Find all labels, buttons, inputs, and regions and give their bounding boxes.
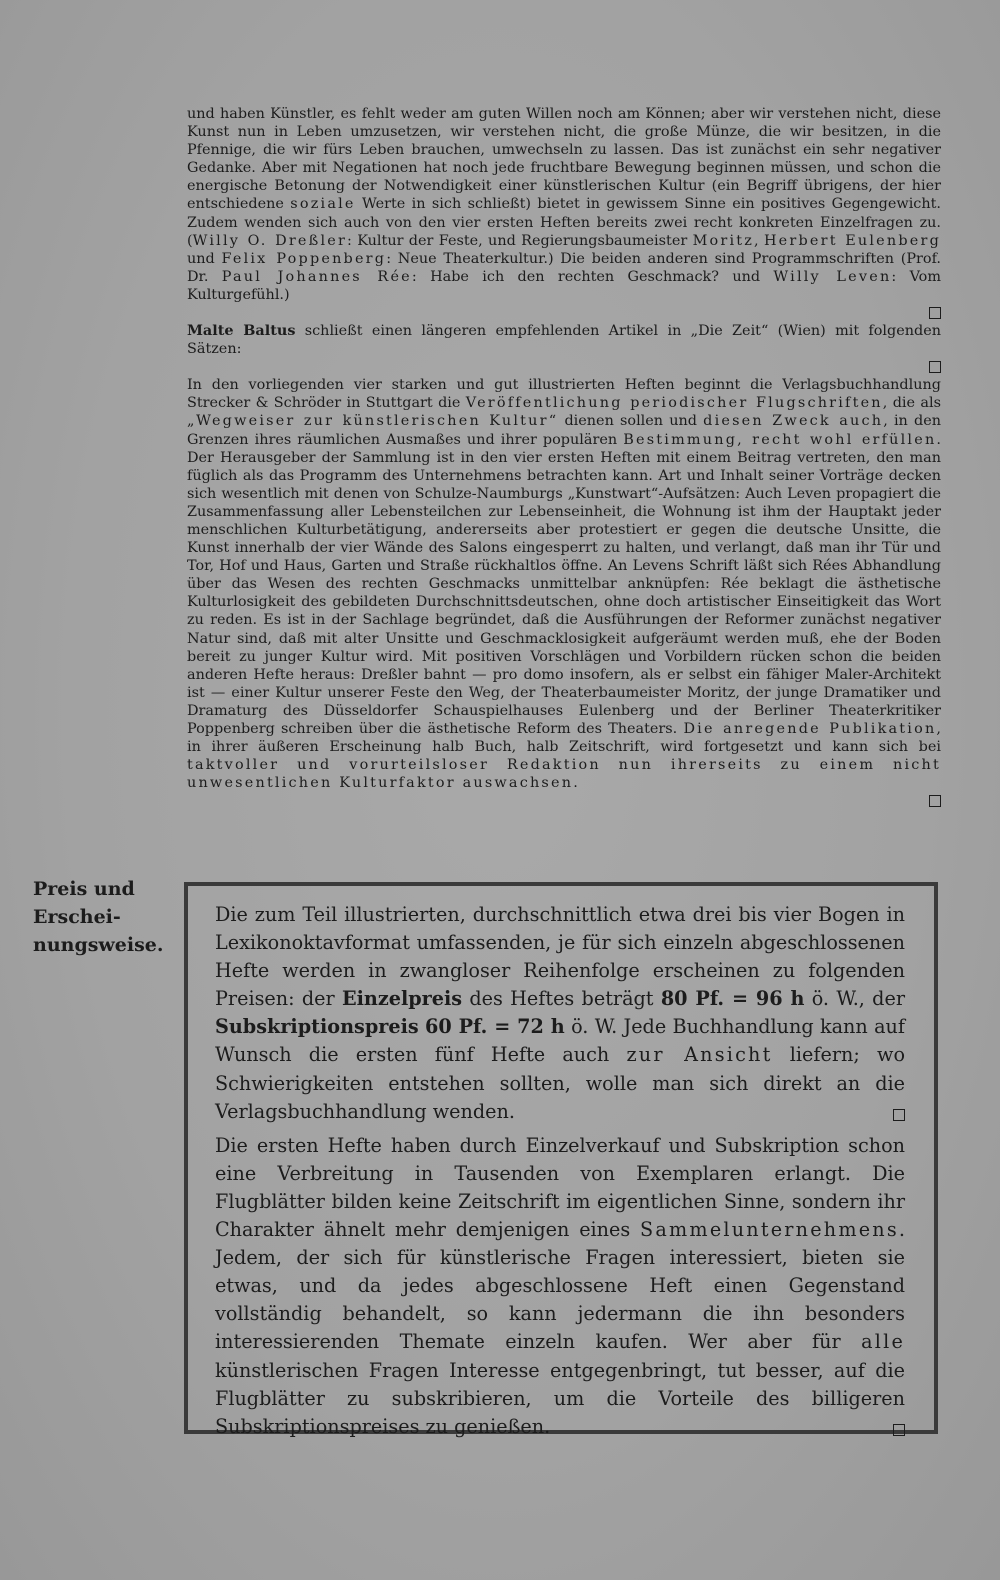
square-icon xyxy=(929,795,941,807)
text-run: künstlerischen Fragen Interesse entgegenbringt, tut besser, auf die Flugblätter zu subskribieren, um die Vorteile des billigeren Subskriptionspreises zu genießen. xyxy=(215,1358,905,1438)
square-icon xyxy=(893,1109,905,1121)
paragraph-1 xyxy=(187,105,941,304)
author-name: Malte Baltus xyxy=(187,322,296,340)
text-run: : Habe ich den rechten Geschmack? und xyxy=(411,268,774,285)
text-run: . Der Herausgeber der Sammlung ist in den vier ersten Heften mit einem Beitrag vertreten, den man füglich als das Programm des Unternehmens betrachten kann. Art und Inhalt seiner Vorträge decken sich wesentlich mit denen von Schulze-Naumburgs „Kunstwart“-Aufsätzen: Auch Leven propagiert die Zusammenfassung aller Lebensteilchen zur Lebenseinheit, die Wohnung ist ihm der Hauptakt jeder menschlichen Kulturbetätigung, andererseits aber protestiert er gegen die deutsche Unsitte, die Kunst innerhalb der vier Wände des Salons eingesperrt zu halten, und verlangt, daß man ihr Tür und Tor, Hof und Haus, Garten und Straße rückhaltlos öffne. An Levens Schrift läßt sich Rées Abhandlung über das Wesen des rechten Geschmacks unmittelbar anknüpfen: Rée beklagt die ästhetische Kulturlosigkeit des gebildeten Durchschnittsdeutschen, ohne doch artistischer Einseitigkeit das Wort zu reden. Es ist in der Sachlage begründet, daß die Ausführungen der Reformer zunächst negativer Natur sind, daß mit alter Unsitte und Geschmacklosigkeit aufgeräumt werden muß, ehe der Boden bereit zu junger Kultur wird. Mit positiven Vorschlägen und Vorbildern rücken schon die beiden anderen Hefte heraus: Dreßler bahnt — pro domo insofern, als er selbst ein fähiger Maler-Architekt ist — einer Kultur unserer Feste den Weg, der Theaterbaumeister Moritz, der junge Dramatiker und Dramaturg des Düsseldorfer Schauspielhauses Eulenberg und der Berliner Theaterkritiker Poppenberg schreiben über die ästhetische Reform des Theaters. xyxy=(187,431,941,737)
margin-note-line: Erschei- xyxy=(33,906,121,928)
author-name: Herbert Eulenberg xyxy=(763,232,941,249)
author-name: Willy O. Dreßler xyxy=(192,232,348,249)
text-run: ö. W., der xyxy=(804,987,905,1011)
text-run: : Kultur der Feste, und Regierungsbaumeister xyxy=(347,232,693,249)
spaced-text: Sammelunternehmens xyxy=(640,1218,899,1242)
spaced-text: soziale xyxy=(290,196,356,213)
section-end-mark xyxy=(187,358,941,376)
text-run: Die ersten Hefte haben durch Einzelverkauf und Subskription schon eine Verbreitung in Tausenden von Exemplaren erlangt. Die Flugblätter bilden keine Zeitschrift im eigentlichen Sinne, sondern ihr Charakter ähnelt mehr demjenigen eines xyxy=(215,1133,905,1242)
bold-text: Einzelpreis xyxy=(342,987,463,1011)
price-text: 80 Pf. = 96 h xyxy=(660,987,805,1011)
text-run: . xyxy=(573,775,578,792)
text-run: des Heftes beträgt xyxy=(462,987,661,1011)
text-run: . Jedem, der sich für künstlerische Fragen interessiert, bieten sie etwas, und da jedes abgeschlossene Heft einen Gegenstand vollständig behandelt, so kann jedermann die ihn besonders interessierenden Themate einzeln kaufen. Wer aber für xyxy=(215,1218,905,1354)
price-text: 60 Pf. = 72 h xyxy=(425,1015,565,1039)
text-run: dienen sollen und xyxy=(558,413,704,430)
pricing-paragraph-1 xyxy=(215,901,905,1126)
text-run: Werte in sich schließt) bietet in gewissem Sinne ein positives Gegengewicht. Zudem wenden sich auch von den vier ersten Heften bereits zwei recht konkreten Einzelfragen zu. ( xyxy=(187,196,941,249)
margin-note-line: Preis und xyxy=(33,878,135,900)
margin-note xyxy=(33,875,173,959)
spaced-text: diesen Zweck auch xyxy=(703,413,884,430)
spaced-text: Bestimmung, recht wohl erfüllen xyxy=(623,431,937,448)
text-run: : Vom Kulturgefühl.) xyxy=(187,268,941,303)
pricing-paragraph-2 xyxy=(215,1132,905,1441)
author-name: Willy Leven xyxy=(773,268,892,285)
text-run: In den vorliegenden vier starken und gut illustrierten Heften beginnt die Verlagsbuchhandlung Strecker & Schröder in Stuttgart die xyxy=(187,377,941,412)
text-run: ö. W. Jede Buchhandlung kann auf Wunsch die ersten fünf Hefte auch xyxy=(215,1015,905,1067)
section-end-mark xyxy=(215,1441,905,1447)
paragraph-2 xyxy=(187,322,941,358)
spaced-text: alle xyxy=(861,1330,905,1354)
text-run: schließt einen längeren empfehlenden Artikel in „Die Zeit“ (Wien) mit folgenden Sätzen: xyxy=(187,323,941,358)
spaced-text: Die anregende Publikation xyxy=(683,721,937,737)
text-run: Die zum Teil illustrierten, durchschnittlich etwa drei bis vier Bogen in Lexikonoktavformat umfassenden, je für sich einzeln abgeschlossenen Hefte werden in zwangloser Reihenfolge erscheinen zu folgenden Preisen: der xyxy=(215,903,905,1011)
spaced-text: „Wegweiser zur künstlerischen Kultur“ xyxy=(187,413,559,430)
text-run: : Neue Theaterkultur.) Die beiden anderen sind Programmschriften (Prof. Dr. xyxy=(187,250,941,285)
author-name: Felix Poppenberg xyxy=(221,250,387,267)
text-run: , in ihrer äußeren Erscheinung halb Buch, halb Zeitschrift, wird fortgesetzt und kann sich bei xyxy=(187,721,941,756)
pricing-box-text xyxy=(215,901,905,1447)
upper-text-block xyxy=(187,105,941,810)
margin-note-line: nungsweise. xyxy=(33,934,164,956)
square-icon xyxy=(929,307,941,319)
section-end-mark xyxy=(187,304,941,322)
text-run: und xyxy=(187,250,222,267)
author-name: Paul Johannes Rée xyxy=(221,268,412,285)
pricing-box xyxy=(184,882,938,1438)
text-run: , die als xyxy=(882,395,941,412)
author-name: Moritz xyxy=(692,232,755,249)
text-run: und haben Künstler, es fehlt weder am guten Willen noch am Können; aber wir verstehen nicht, diese Kunst nun in Leben umzusetzen, wir verstehen nicht, die große Münze, die wir besitzen, in die Pfennige, die wir fürs Leben brauchen, umwechseln zu lassen. Das ist zunächst ein sehr negativer Gedanke. Aber mit Negationen hat noch jede fruchtbare Bewegung beginnen müssen, und schon die energische Betonung der Notwendigkeit einer künstlerischen Kultur (ein Begriff übrigens, der hier entschiedene xyxy=(187,106,941,213)
spaced-text: zur Ansicht xyxy=(626,1043,773,1067)
text-run: , in den Grenzen ihres räumlichen Ausmaßes und ihrer populären xyxy=(187,413,941,448)
section-end-mark xyxy=(187,792,941,810)
text-run: , xyxy=(754,232,764,249)
square-icon xyxy=(929,361,941,373)
paragraph-3 xyxy=(187,376,941,792)
spaced-text: Veröffentlichung periodischer Flugschriften xyxy=(465,395,883,412)
text-run: liefern; wo Schwierigkeiten entstehen sollten, wolle man sich direkt an die Verlagsbuchhandlung wenden. xyxy=(215,1043,905,1123)
square-icon xyxy=(893,1424,905,1436)
spaced-text: taktvoller und vorurteilsloser Redaktion nun ihrerseits zu einem nicht unwesentlichen Kulturfaktor auswachsen xyxy=(187,757,941,792)
bold-text: Subskriptionspreis xyxy=(215,1015,419,1039)
